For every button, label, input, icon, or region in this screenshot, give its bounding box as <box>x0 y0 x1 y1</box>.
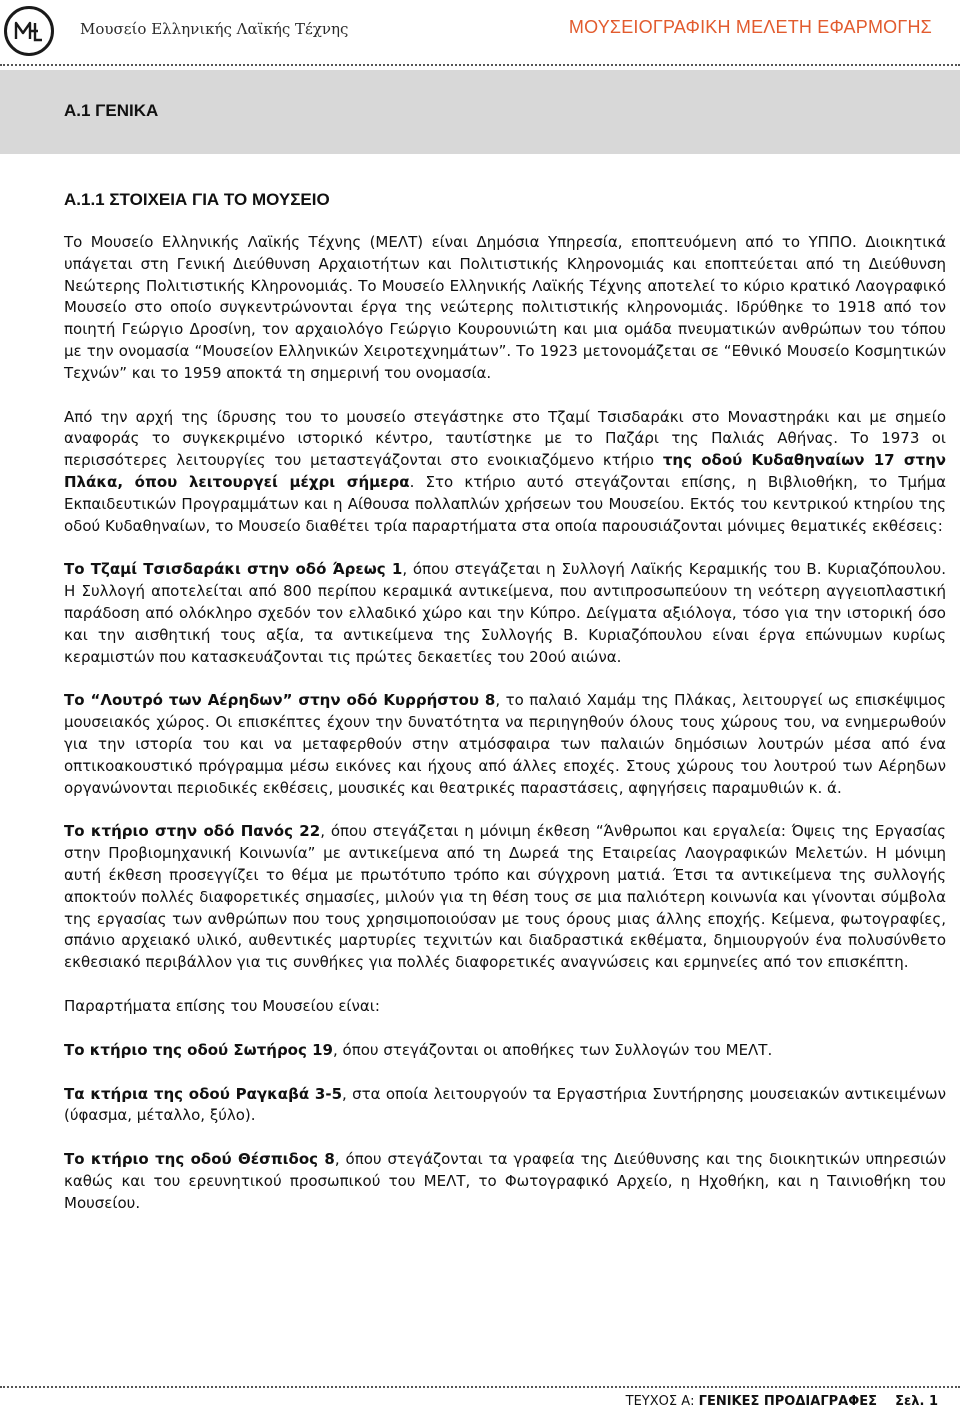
section-band <box>0 70 960 154</box>
bold-text: Το Τζαμί Τσισδαράκι στην οδό Άρεως 1 <box>64 560 403 579</box>
bold-text: της οδού Κυδαθηναίων 17 στην Πλάκα, όπου λειτουργεί μέχρι σήμερα <box>64 451 946 491</box>
text-run: , στα οποία λειτουργούν τα Εργαστήρια Συντήρησης μουσειακών αντικειμένων (ύφασμα, μέταλλο, ξύλο). <box>64 1084 946 1125</box>
paragraph-list <box>64 232 946 1214</box>
paragraph-panos <box>64 821 946 974</box>
text-run: Το Μουσείο Ελληνικής Λαϊκής Τέχνης (ΜΕΛΤ) είναι Δημόσια Υπηρεσία, εποπτευόμενη από το ΥΠΠΟ. Διοικητικά υπάγεται στη Γενική Διεύθυνση Αρχαιοτήτων και Πολιτιστικής Κληρονομιάς και εποπτεύεται από τη Διεύθυνση Νεώτερης Πολιτιστικής Κληρονομιάς. Το Μουσείο Ελληνικής Λαϊκής Τέχνης αποτελεί το κύριο κρατικό Λαογραφικό Μουσείο στο οποίο συγκεντρώνονται έργα της νεώτερης πολιτιστικής κληρονομιάς. Ιδρύθηκε το 1918 από τον ποιητή Γεώργιο Δροσίνη, τον αρχαιολόγο Γεώργιο Κουρουνιώτη και μια ομάδα πνευματικών ανθρώπων του τόπου με την ονομασία “Μουσείον Ελληνικών Χειροτεχνημάτων”. Το 1923 μετονομάζεται σε “Εθνικό Μουσείο Κοσμητικών Τεχνών” και το 1959 αποκτά τη σημερινή του ονομασία. <box>64 233 946 382</box>
footer-prefix: ΤΕΥΧΟΣ Α: <box>625 1394 695 1409</box>
paragraph-loutro <box>64 690 946 799</box>
bold-text: Το κτήριο της οδού Σωτήρος 19 <box>64 1040 333 1059</box>
subsection-title: Α.1.1 ΣΤΟΙΧΕΙΑ ΓΙΑ ΤΟ ΜΟΥΣΕΙΟ <box>64 190 330 209</box>
paragraph-tzami <box>64 559 946 668</box>
paragraph-intro <box>64 232 946 385</box>
footer-title: ΓΕΝΙΚΕΣ ΠΡΟΔΙΑΓΡΑΦΕΣ <box>698 1394 877 1409</box>
text-run: , όπου στεγάζονται οι αποθήκες των Συλλογών του ΜΕΛΤ. <box>332 1040 773 1059</box>
header-divider <box>0 64 960 66</box>
section-title: Α.1 ΓΕΝΙΚΑ <box>64 101 159 120</box>
text-run: , όπου στεγάζονται τα γραφεία της Διεύθυνσης και της διοικητικών υπηρεσιών καθώς και του ερευνητικού προσωπικού του ΜΕΛΤ, το Φωτογραφικό Αρχείο, η Ηχοθήκη, και η Ταινιοθήκη του Μουσείου. <box>64 1150 946 1212</box>
page-header <box>0 0 960 64</box>
paragraph-ragkava <box>64 1084 946 1128</box>
paragraph-history <box>64 407 946 538</box>
document-body <box>64 190 946 1236</box>
text-run: , το παλαιό Χαμάμ της Πλάκας, λειτουργεί ως επισκέψιμος μουσειακός χώρος. Οι επισκέπτες έχουν την δυνατότητα να περιηγηθούν όλους τους χώρους του, να ενημερωθούν για την ιστορία του και να μεταφερθούν στην ατμόσφαιρα των παλαιών δημόσιων λουτρών μέσα από ένα οπτικοακουστικό πρόγραμμα μέσω εικόνες και ήχους από άλλες εποχές. Στους χώρους του λουτρού των Αέρηδων οργανώνονται περιοδικές εκθέσεις, μουσικές και θεατρικές παραστάσεις, αφηγήσεις παραμυθιών κ. ά. <box>64 691 946 797</box>
paragraph-thespidos <box>64 1149 946 1214</box>
text-run: , όπου στεγάζεται η μόνιμη έκθεση “Άνθρωποι και εργαλεία: Όψεις της Εργασίας στην Προβιομηχανική Κοινωνία” με αντικείμενα από τη Δωρεά της Εταιρείας Λαογραφικών Μελετών. Η μόνιμη αυτή έκθεση προσεγγίζει το θέμα με πρωτότυπο τρόπο και σύγχρονη ματιά. Έτσι τα αντικείμενα της συλλογής αποκτούν πολλές διαφορετικές σημασίες, μιλούν για τη θέση τους σε μια παλιότερη κοινωνία και γίνονται σύμβολα της εργασίας των ανθρώπων που τους χρησιμοποιούσαν με τους όρους μιας άλλης εποχής. Κείμενα, φωτογραφίες, σπάνιο αρχειακό υλικό, αυθεντικές μαρτυρίες τεχνιτών και διαδραστικά εκθέματα, δημιουργούν ένα πολυσύνθετο εκθεσιακό περιβάλλον για τις συνθήκες για πολλές διαφορετικές αναγνώσεις και ερμηνείες από τον επισκέπτη. <box>64 822 946 972</box>
paragraph-annexes-intro <box>64 996 946 1018</box>
text-run: Από την αρχή της ίδρυσης του το μουσείο στεγάστηκε στο Τζαμί Τσισδαράκι στο Μοναστηράκι και με σημείο αναφοράς το συγκεκριμένο ιστορικό κέντρο, ταυτίστηκε με το Παζάρι της Παλιάς Αθήνας. Το 1973 οι περισσότερες λειτουργίες του μεταστεγάζονται στο ενοικιαζόμενο κτήριο <box>64 407 946 470</box>
text-run: , όπου στεγάζεται η Συλλογή Λαϊκής Κεραμικής του Β. Κυριαζόπουλου. Η Συλλογή αποτελείται από 800 περίπου κεραμικά αντικείμενα, που αντιπροσωπεύουν τη νεότερη αγγειοπλαστική παράδοση από ολόκληρο σχεδόν τον ελλαδικό χώρο και την Κύπρο. Δείγματα αξιόλογα, τόσο για την ιστορική όσο και την αισθητική τους αξία, τα αντικείμενα της Συλλογής Β. Κυριαζόπουλου είναι έργα επώνυμων κυρίως κεραμιστών που κατασκευάζονται τις πρώτες δεκαετίες του 20ού αιώνα. <box>64 560 946 666</box>
museum-name: Μουσείο Ελληνικής Λαϊκής Τέχνης <box>80 20 349 38</box>
bold-text: Τα κτήρια της οδού Ραγκαβά 3-5 <box>64 1084 343 1103</box>
page-footer <box>626 1394 938 1409</box>
bold-text: Το κτήριο της οδού Θέσπιδος 8 <box>64 1150 335 1169</box>
melt-logo-icon <box>4 6 54 56</box>
text-run: Παραρτήματα επίσης του Μουσείου είναι: <box>64 996 380 1015</box>
bold-text: Το “Λουτρό των Αέρηδων” στην οδό Κυρρήστου 8 <box>64 691 496 710</box>
footer-divider <box>0 1386 960 1388</box>
page-number: Σελ. 1 <box>895 1394 938 1409</box>
paragraph-sotiros <box>64 1040 946 1062</box>
text-run: . Στο κτήριο αυτό στεγάζονται επίσης, η Βιβλιοθήκη, το Τμήμα Εκπαιδευτικών Προγραμμάτων και η Αίθουσα πολλαπλών χρήσεων του Μουσείου. Εκτός του κεντρικού κτηρίου της οδού Κυδαθηναίων, το Μουσείο διαθέτει τρία παραρτήματα στα οποία παρουσιάζονται μόνιμες θεματικές εκθέσεις: <box>64 472 946 535</box>
document-title: ΜΟΥΣΕΙΟΓΡΑΦΙΚΗ ΜΕΛΕΤΗ ΕΦΑΡΜΟΓΗΣ <box>568 17 932 37</box>
bold-text: Το κτήριο στην οδό Πανός 22 <box>64 822 321 841</box>
